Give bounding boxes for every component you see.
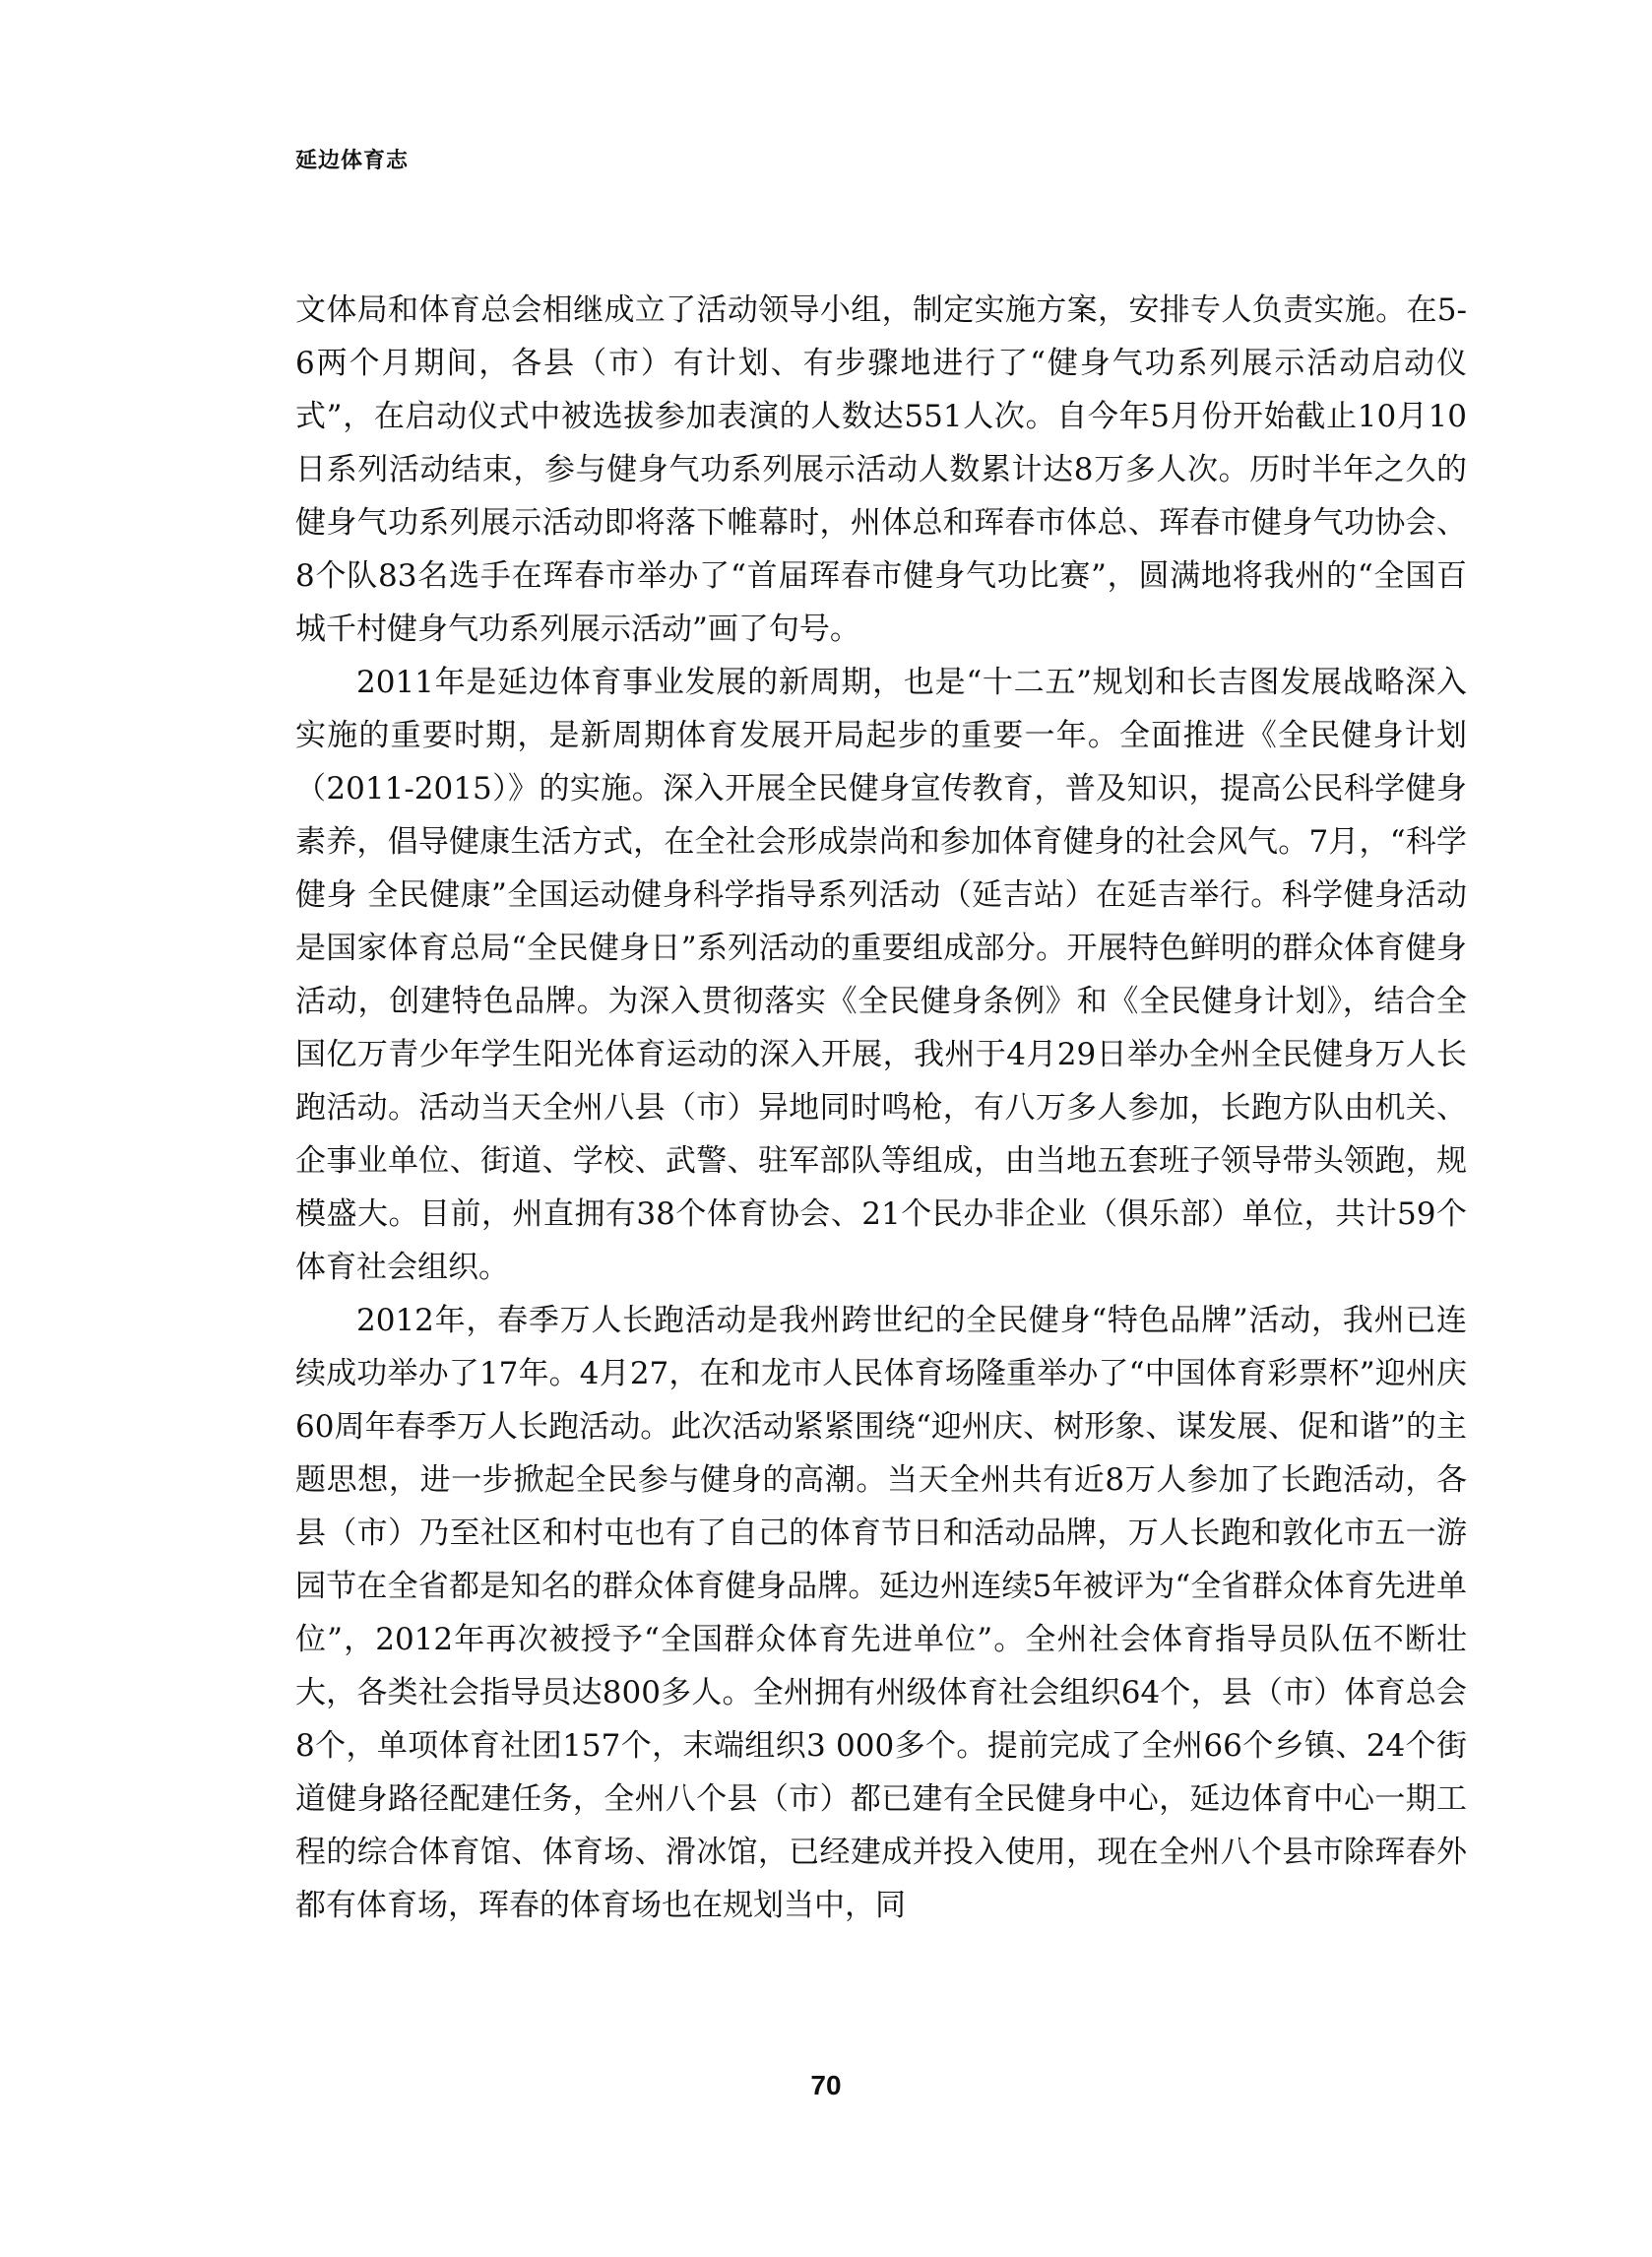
paragraph-2011: 2011年是延边体育事业发展的新周期，也是“十二五”规划和长吉图发展战略深入实施的重要时期，是新周期体育发展开局起步的重要一年。全面推进《全民健身计划（2011-2015）》的实施。深入开展全民健身宣传教育，普及知识，提高公民科学健身素养，倡导健康生活方式，在全社会形成崇尚和参加体育健身的社会风气。7月，“科学健身 全民健康”全国运动健身科学指导系列活动（延吉站）在延吉举行。科学健身活动是国家体育总局“全民健身日”系列活动的重要组成部分。开展特色鲜明的群众体育健身活动，创建特色品牌。为深入贯彻落实《全民健身条例》和《全民健身计划》，结合全国亿万青少年学生阳光体育运动的深入开展，我州于4月29日举办全州全民健身万人长跑活动。活动当天全州八县（市）异地同时鸣枪，有八万多人参加，长跑方队由机关、企事业单位、街道、学校、武警、驻军部队等组成，由当地五套班子领导带头领跑，规模盛大。目前，州直拥有38个体育协会、21个民办非企业（俱乐部）单位，共计59个体育社会组织。 <box>295 665 1467 1285</box>
body-text <box>295 284 1467 1932</box>
page-number: 70 <box>810 2070 842 2100</box>
paragraph-continued: 文体局和体育总会相继成立了活动领导小组，制定实施方案，安排专人负责实施。在5-6两个月期间，各县（市）有计划、有步骤地进行了“健身气功系列展示活动启动仪式”，在启动仪式中被选拔参加表演的人数达551人次。自今年5月份开始截止10月10日系列活动结束，参与健身气功系列展示活动人数累计达8万多人次。历时半年之久的健身气功系列展示活动即将落下帷幕时，州体总和珲春市体总、珲春市健身气功协会、8个队83名选手在珲春市举办了“首届珲春市健身气功比赛”，圆满地将我州的“全国百城千村健身气功系列展示活动”画了句号。 <box>295 292 1467 647</box>
paragraph-2012: 2012年，春季万人长跑活动是我州跨世纪的全民健身“特色品牌”活动，我州已连续成功举办了17年。4月27，在和龙市人民体育场隆重举办了“中国体育彩票杯”迎州庆60周年春季万人长跑活动。此次活动紧紧围绕“迎州庆、树形象、谋发展、促和谐”的主题思想，进一步掀起全民参与健身的高潮。当天全州共有近8万人参加了长跑活动，各县（市）乃至社区和村屯也有了自己的体育节日和活动品牌，万人长跑和敦化市五一游园节在全省都是知名的群众体育健身品牌。延边州连续5年被评为“全省群众体育先进单位”，2012年再次被授予“全国群众体育先进单位”。全州社会体育指导员队伍不断壮大，各类社会指导员达800多人。全州拥有州级体育社会组织64个，县（市）体育总会8个，单项体育社团157个，末端组织3 000多个。提前完成了全州66个乡镇、24个街道健身路径配建任务，全州八个县（市）都已建有全民健身中心，延边体育中心一期工程的综合体育馆、体育场、滑冰馆，已经建成并投入使用，现在全州八个县市除珲春外都有体育场，珲春的体育场也在规划当中，同 <box>295 1303 1467 1923</box>
running-head-title: 延边体育志 <box>295 149 410 173</box>
